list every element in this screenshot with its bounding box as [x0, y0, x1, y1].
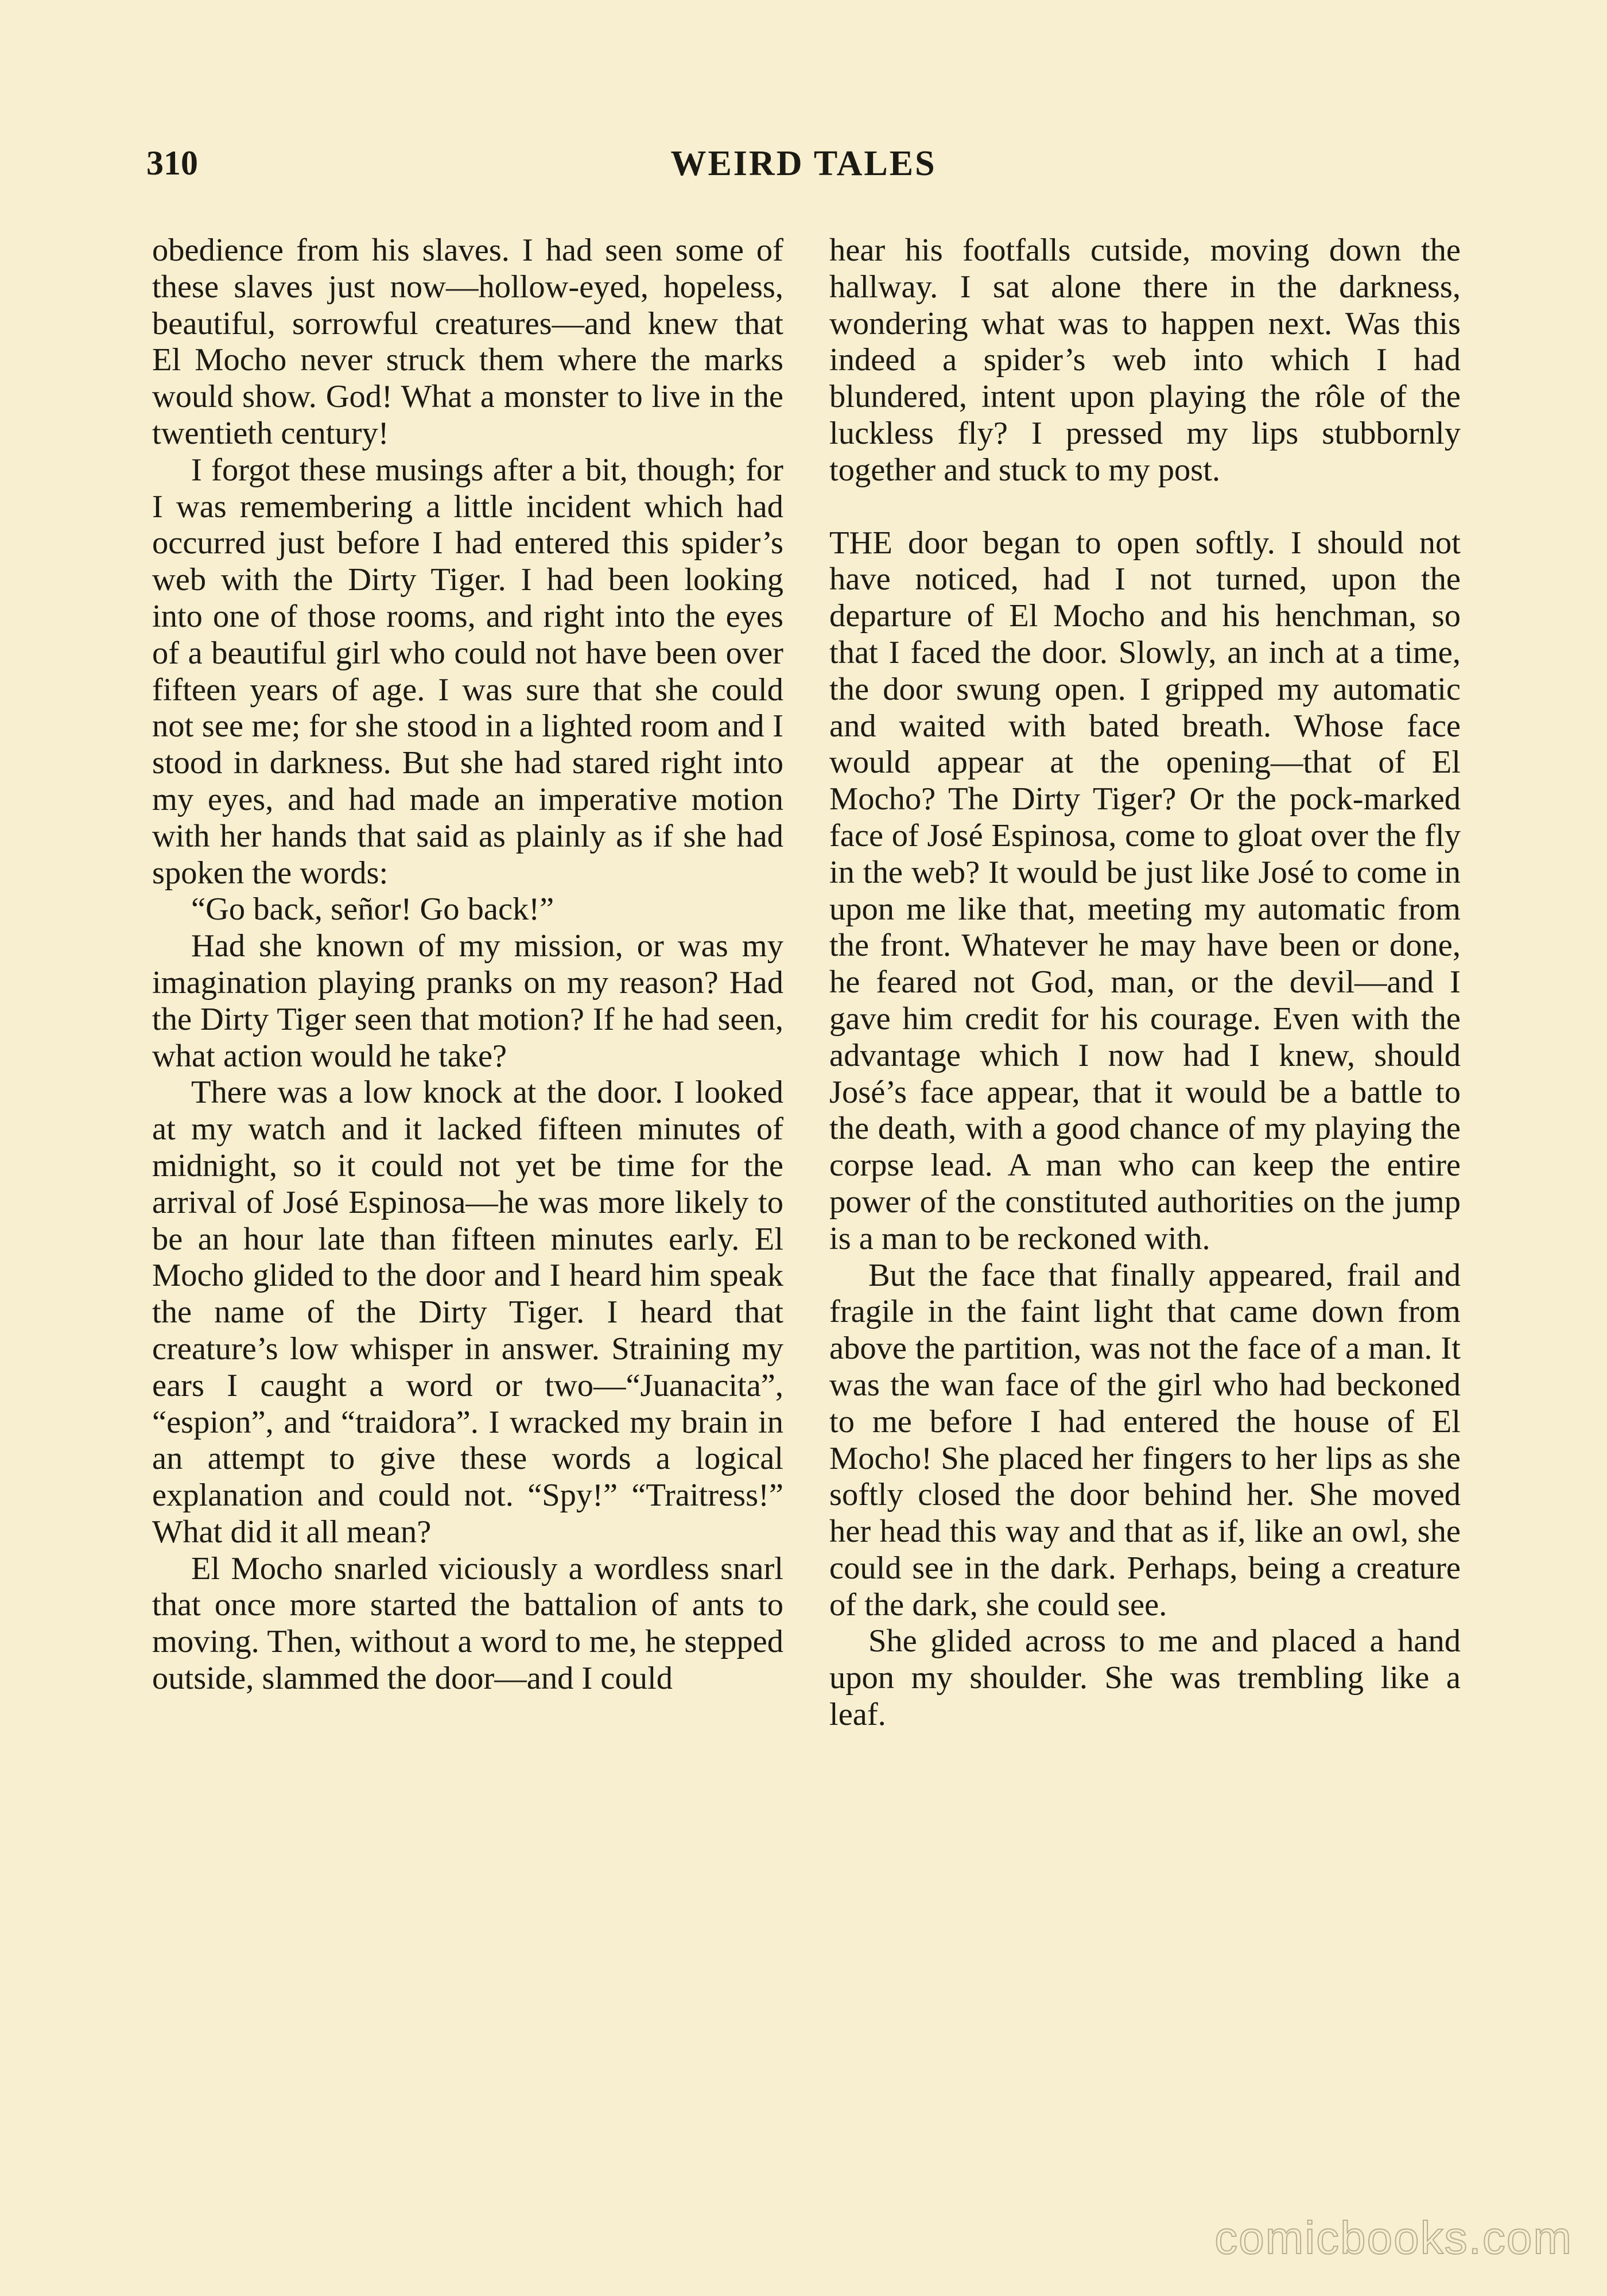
page-header	[146, 144, 1461, 189]
paragraph: I forgot these musings after a bit, though; for I was remembering a little incident which had occurred just before I had entered this spider’s web with the Dirty Tiger. I had been looking into one of those rooms, and right into the eyes of a beautiful girl who could not have been over fifteen years of age. I was sure that she could not see me; for she stood in a lighted room and I stood in darkness. But she had stared right into my eyes, and had made an imperative motion with her hands that said as plainly as if she had spoken the words:	[152, 452, 783, 891]
right-column	[829, 232, 1461, 1733]
paragraph: She glided across to me and placed a hand upon my shoulder. She was trembling like a leaf.	[829, 1623, 1461, 1733]
dialogue-line: “Go back, señor! Go back!”	[191, 891, 554, 928]
section-start-paragraph: THE door began to open softly. I should not have noticed, had I not turned, upon the departure of El Mocho and his henchman, so that I faced the door. Slowly, an inch at a time, the door swung open. I gripped my automatic and waited with bated breath. Whose face would appear at the opening—that of El Mocho? The Dirty Tiger? Or the pock-marked face of José Espinosa, come to gloat over the fly in the web? It would be just like José to come in upon me like that, meeting my automatic from the front. Whatever he may have been or done, he feared not God, man, or the devil—and I gave him credit for his courage. Even with the advantage which I now had I knew, should José’s face appear, that it would be a battle to the death, with a good chance of my playing the corpse lead. A man who can keep the entire power of the constituted authorities on the jump is a man to be reckoned with.	[829, 525, 1461, 1256]
paragraph: There was a low knock at the door. I looked at my watch and it lacked fifteen minutes of midnight, so it could not yet be time for the arrival of José Espinosa—he was more likely to be an hour late than fifteen minutes early. El Mocho glided to the door and I heard him speak the name of the Dirty Tiger. I heard that creature’s low whisper in answer. Straining my ears I caught a word or two—“Juanacita”, “espion”, and “traidora”. I wracked my brain in an attempt to give these words a logical explanation and could not. “Spy!” “Traitress!” What did it all mean?	[152, 1075, 783, 1550]
paragraph: Had she known of my mission, or was my imagination playing pranks on my reason? Had the Dirty Tiger seen that motion? If he had seen, what action would he take?	[152, 928, 783, 1074]
paragraph: hear his footfalls cutside, moving down the hallway. I sat alone there in the darkness, wondering what was to happen next. Was this indeed a spider’s web into which I had blundered, intent upon playing the rôle of the luckless fly? I pressed my lips stubbornly together and stuck to my post.	[829, 232, 1461, 488]
left-column	[152, 232, 783, 1697]
paragraph: obedience from his slaves. I had seen some of these slaves just now—hollow-eyed, hopeless, beautiful, sorrowful creatures—and knew that El Mocho never struck them where the marks would show. God! What a monster to live in the twentieth century!	[152, 232, 783, 451]
page-number: 310	[146, 144, 198, 182]
paragraph: El Mocho snarled viciously a wordless snarl that once more started the battalion of ants to moving. Then, without a word to me, he stepped outside, slammed the door—and I could	[152, 1550, 783, 1697]
running-title: WEIRD TALES	[670, 144, 937, 183]
watermark-logo: comicbooks.com	[1214, 2212, 1573, 2263]
paragraph: But the face that finally appeared, frail and fragile in the faint light that came down from above the partition, was not the face of a man. It was the wan face of the girl who had beckoned to me before I had entered the house of El Mocho! She placed her fingers to her lips as she softly closed the door behind her. She moved her head this way and that as if, like an owl, she could see in the dark. Perhaps, being a creature of the dark, she could see.	[829, 1257, 1461, 1623]
